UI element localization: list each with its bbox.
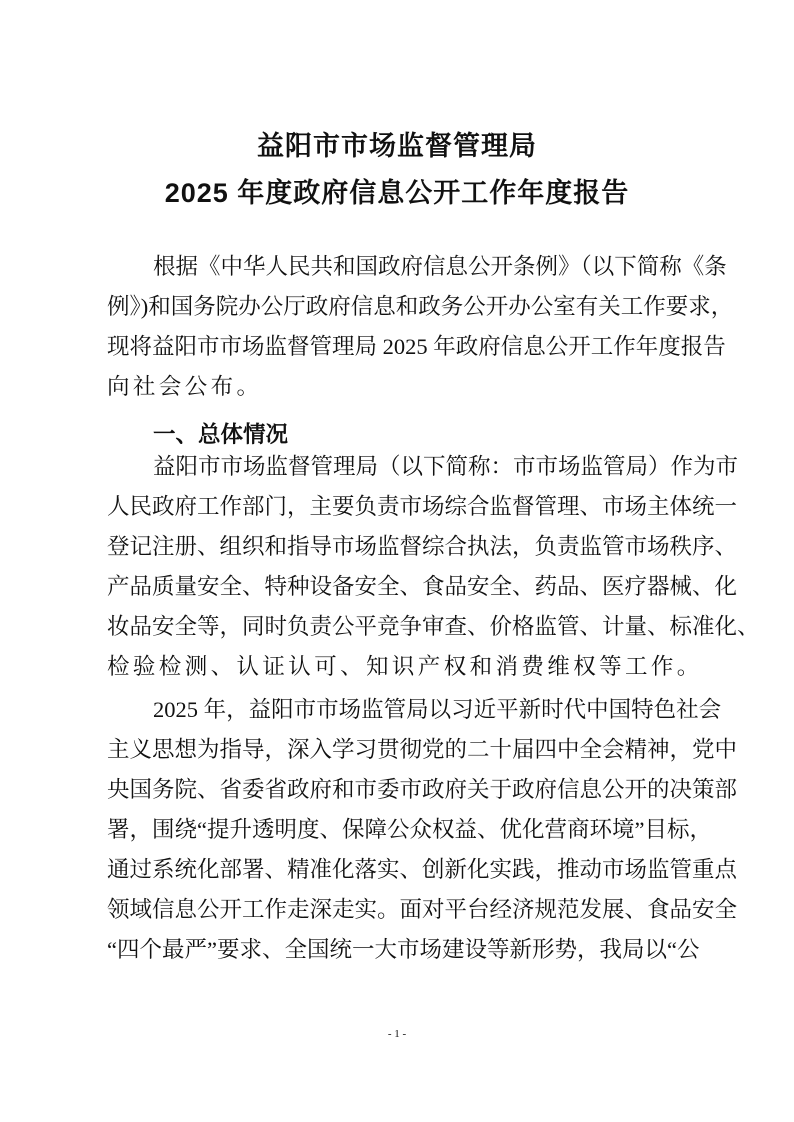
paragraph-3-line: 署，围绕“提升透明度、保障公众权益、优化营商环境”目标， xyxy=(107,817,712,842)
document-title-line1: 益阳市市场监督管理局 xyxy=(257,131,537,161)
paragraph-2-line: 产品质量安全、特种设备安全、食品安全、药品、医疗器械、化 xyxy=(107,574,738,599)
paragraph-3-line: 通过系统化部署、精准化落实、创新化实践，推动市场监管重点 xyxy=(107,857,738,882)
paragraph-3-line: 2025 年，益阳市市场监管局以习近平新时代中国特色社会 xyxy=(153,697,722,722)
paragraph-2-line: 检验检测、认证认可、知识产权和消费维权等工作。 xyxy=(107,654,703,679)
section-heading: 一、总体情况 xyxy=(153,422,289,447)
paragraph-2-line: 益阳市市场监督管理局（以下简称：市市场监管局）作为市 xyxy=(153,454,739,479)
paragraph-2-line: 人民政府工作部门，主要负责市场综合监督管理、市场主体统一 xyxy=(107,494,738,519)
paragraph-1-line: 向社会公布。 xyxy=(107,374,263,399)
page-number: - 1 - xyxy=(387,1028,407,1040)
paragraph-3-line: “四个最严”要求、全国统一大市场建设等新形势，我局以“公 xyxy=(107,937,700,962)
paragraph-3-line: 领域信息公开工作走深走实。面对平台经济规范发展、食品安全 xyxy=(107,897,738,922)
paragraph-2-line: 登记注册、组织和指导市场监督综合执法，负责监管市场秩序、 xyxy=(107,534,738,559)
paragraph-2-line: 妆品安全等，同时负责公平竞争审查、价格监管、计量、标准化、 xyxy=(107,614,760,639)
paragraph-3-line: 央国务院、省委省政府和市委市政府关于政府信息公开的决策部 xyxy=(107,777,738,802)
paragraph-1-line: 根据《中华人民共和国政府信息公开条例》（以下简称《条 xyxy=(153,254,727,279)
document-title-line2: 2025 年度政府信息公开工作年度报告 xyxy=(164,178,630,208)
paragraph-3-line: 主义思想为指导，深入学习贯彻党的二十届四中全会精神，党中 xyxy=(107,737,738,762)
paragraph-1-line: 现将益阳市市场监督管理局 2025 年政府信息公开工作年度报告 xyxy=(107,334,726,359)
paragraph-1-line: 例》)和国务院办公厅政府信息和政务公开办公室有关工作要求， xyxy=(107,294,734,319)
